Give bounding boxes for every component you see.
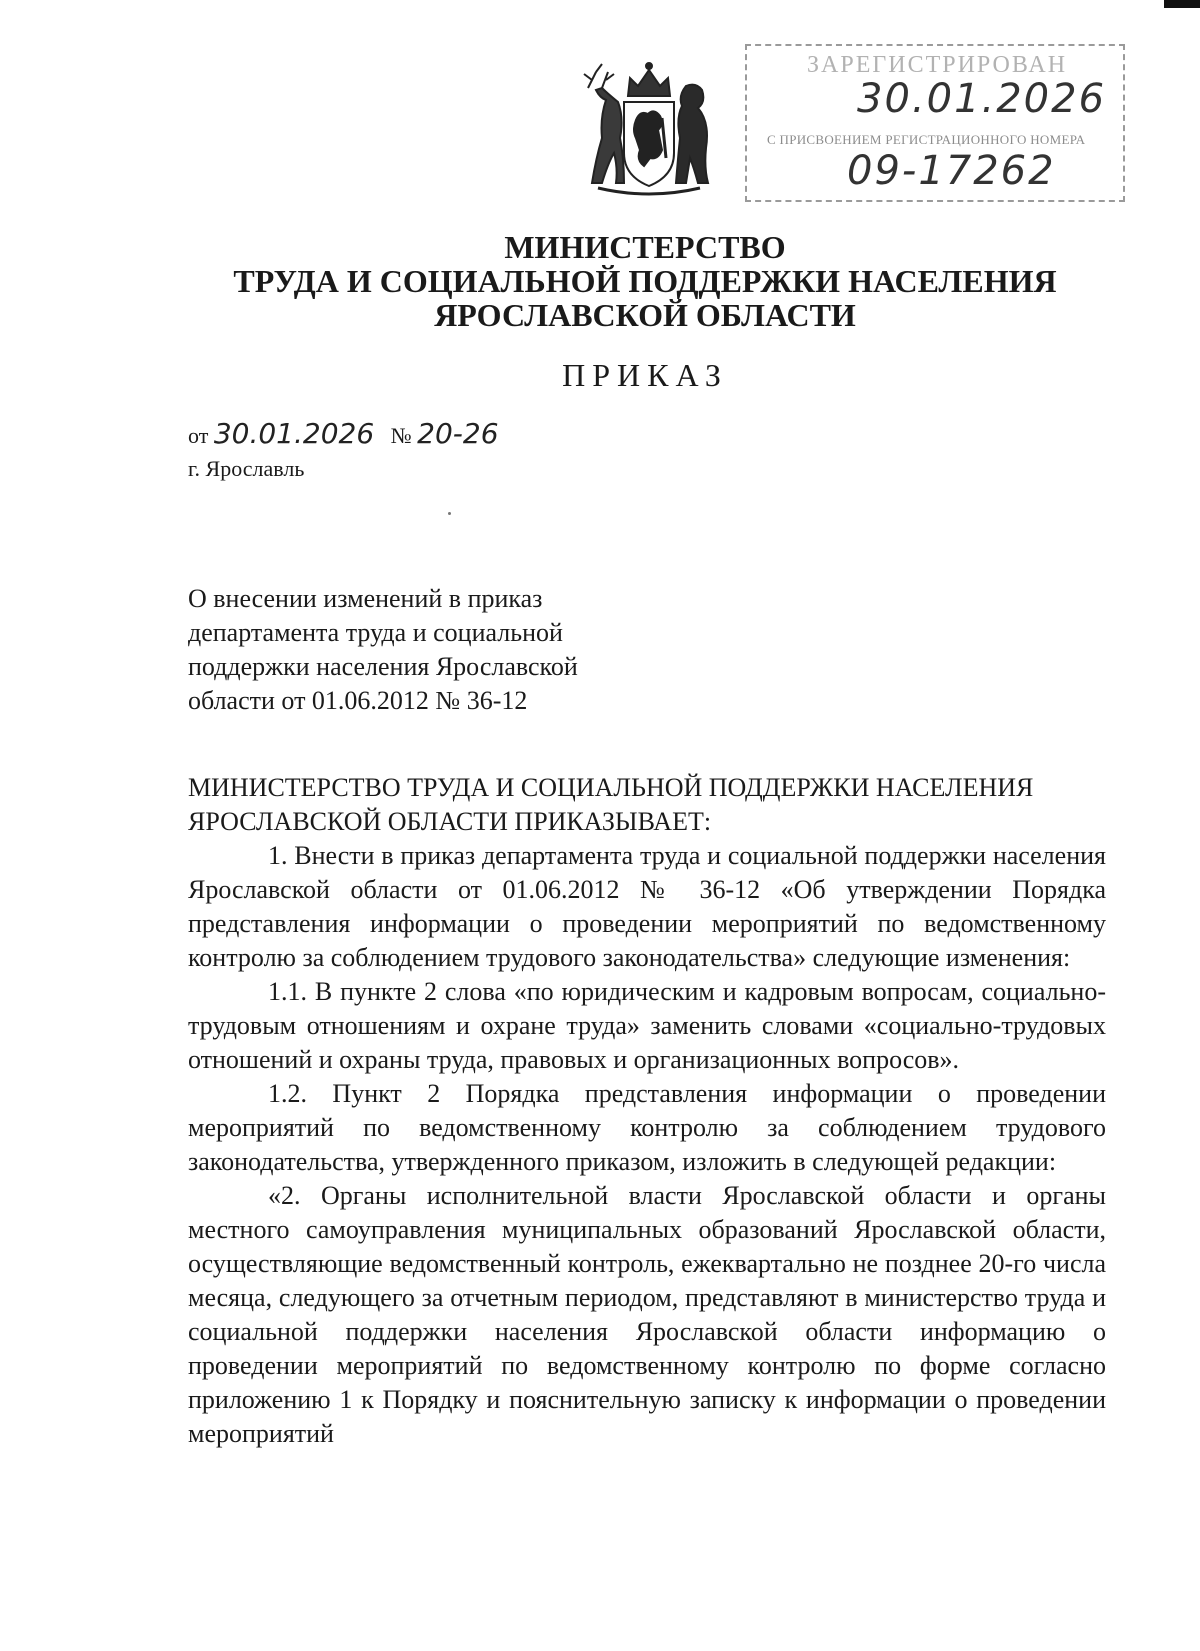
ministry-heading (0, 230, 1200, 332)
stamp-number: 09-17262 (847, 148, 1056, 194)
order-title: ПРИКАЗ (562, 357, 728, 393)
scan-speck (448, 512, 451, 515)
paragraph-1-1: 1.1. В пункте 2 слова «по юридическим и кадровым вопросам, социально-трудовым отношениям и охране труда» заменить словами «социально-трудовых отношений и охраны труда, правовых и организационных вопросов». (188, 977, 1106, 1074)
order-body (188, 771, 1106, 1451)
subject-line: О внесении изменений в приказ (188, 584, 543, 613)
subject-line: области от 01.06.2012 № 36-12 (188, 686, 528, 715)
paragraph-1-2: 1.2. Пункт 2 Порядка представления информации о проведении мероприятий по ведомственному контролю за соблюдением трудового законодательства, утвержденного приказом, изложить в следующей редакции: (188, 1079, 1106, 1176)
stamp-header: ЗАРЕГИСТРИРОВАН (807, 52, 1068, 78)
quoted-paragraph-2: «2. Органы исполнительной власти Ярославской области и органы местного самоуправления муниципальных образований Ярославской области, осуществляющие ведомственный контроль, ежеквартально не позднее 20-го числа месяца, следующего за отчетным периодом, представляют в министерство труда и социальной поддержки населения Ярославской области информацию о проведении мероприятий по ведомственному контролю по форме согласно приложению 1 к Порядку и пояснительную записку к информации о проведении мероприятий (188, 1181, 1106, 1448)
order-number: 20-26 (417, 417, 499, 450)
coat-of-arms-emblem (578, 58, 720, 203)
ministry-line: МИНИСТЕРСТВО (504, 229, 786, 265)
scan-corner-mark (1164, 0, 1200, 8)
subject-line: департамента труда и социальной (188, 618, 563, 647)
paragraph-1: 1. Внести в приказ департамента труда и социальной поддержки населения Ярославской области от 01.06.2012 № 36-12 «Об утверждении Порядка представления информации о проведении мероприятий по ведомственному контролю за соблюдением трудового законодательства» следующие изменения: (188, 841, 1106, 972)
date-prefix: от (188, 423, 209, 448)
stamp-date: 30.01.2026 (857, 76, 1107, 122)
ministry-line: ЯРОСЛАВСКОЙ ОБЛАСТИ (434, 297, 856, 333)
order-date: 30.01.2026 (213, 417, 375, 450)
subject-line: поддержки населения Ярославской (188, 652, 578, 681)
registration-stamp (745, 44, 1125, 202)
stamp-label: С ПРИСВОЕНИЕМ РЕГИСТРАЦИОННОГО НОМЕРА (767, 132, 1086, 147)
order-city: г. Ярославль (188, 456, 305, 481)
number-prefix: № (390, 423, 412, 448)
order-date-number (188, 417, 499, 450)
order-subject (188, 582, 608, 718)
order-lead: МИНИСТЕРСТВО ТРУДА И СОЦИАЛЬНОЙ ПОДДЕРЖКИ НАСЕЛЕНИЯ ЯРОСЛАВСКОЙ ОБЛАСТИ ПРИКАЗЫВАЕТ: (188, 773, 1034, 836)
ministry-line: ТРУДА И СОЦИАЛЬНОЙ ПОДДЕРЖКИ НАСЕЛЕНИЯ (233, 263, 1057, 299)
